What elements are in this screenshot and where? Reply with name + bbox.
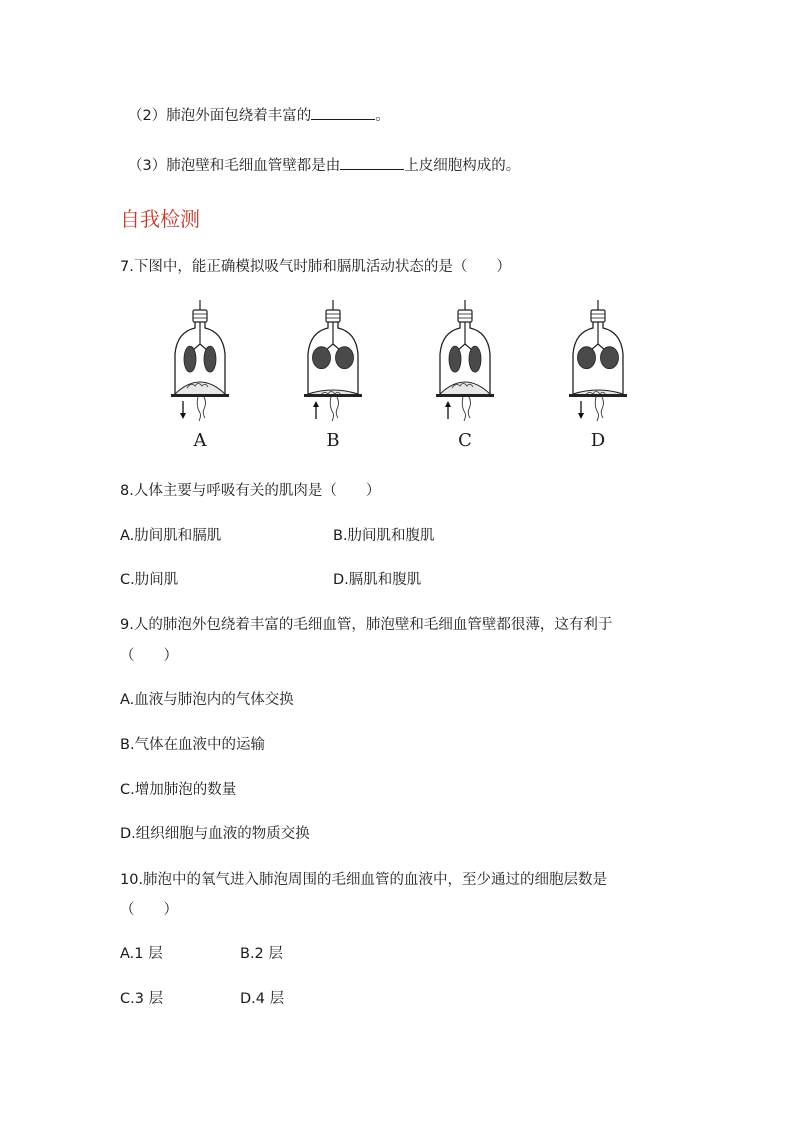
- question-8-stem: 8.人体主要与呼吸有关的肌肉是（ ）: [120, 483, 381, 499]
- figure-label: A: [193, 430, 207, 451]
- option-d: D.膈肌和腹肌: [333, 572, 422, 588]
- figure-label: B: [326, 430, 340, 451]
- figure-label: C: [458, 430, 472, 451]
- option-c: C.3 层: [120, 991, 164, 1007]
- section-title: 自我检测: [120, 207, 200, 231]
- question-10-paren: （ ）: [120, 902, 178, 918]
- option-a: A.肋间肌和膈肌: [120, 528, 222, 544]
- bell-jar-model-a: [165, 298, 235, 458]
- option-a: A.1 层: [120, 946, 163, 962]
- question-7-stem: 7.下图中，能正确模拟吸气时肺和膈肌活动状态的是（ ）: [120, 259, 511, 275]
- question-2-line: [128, 105, 390, 126]
- bell-jar-diagram: [430, 298, 500, 423]
- question-2-text: （2）肺泡外面包绕着丰富的: [128, 108, 312, 124]
- option-c: C.增加肺泡的数量: [120, 782, 237, 798]
- bell-jar-model-d: [563, 298, 633, 458]
- question-9-stem: 9.人的肺泡外包绕着丰富的毛细血管，肺泡壁和毛细血管壁都很薄，这有利于: [120, 617, 613, 633]
- answer-blank: [340, 155, 404, 170]
- option-b: B.2 层: [240, 946, 283, 962]
- question-3-line: [128, 155, 520, 176]
- option-a: A.血液与肺泡内的气体交换: [120, 692, 294, 708]
- bell-jar-diagram: [298, 298, 368, 423]
- answer-blank: [311, 105, 375, 120]
- question-3-text: （3）肺泡壁和毛细血管壁都是由: [128, 158, 341, 174]
- option-d: D.组织细胞与血液的物质交换: [120, 826, 310, 842]
- option-b: B.气体在血液中的运输: [120, 737, 266, 753]
- option-d: D.4 层: [240, 991, 285, 1007]
- bell-jar-model-c: [430, 298, 500, 458]
- bell-jar-diagram: [165, 298, 235, 423]
- question-2-end: 。: [375, 108, 390, 124]
- question-9-paren: （ ）: [120, 648, 178, 664]
- figure-label: D: [590, 430, 606, 451]
- option-c: C.肋间肌: [120, 572, 179, 588]
- question-10-stem: 10.肺泡中的氧气进入肺泡周围的毛细血管的血液中，至少通过的细胞层数是: [120, 872, 608, 888]
- question-3-end: 上皮细胞构成的。: [404, 158, 521, 174]
- option-b: B.肋间肌和腹肌: [333, 528, 435, 544]
- bell-jar-model-b: [298, 298, 368, 458]
- bell-jar-diagram: [563, 298, 633, 423]
